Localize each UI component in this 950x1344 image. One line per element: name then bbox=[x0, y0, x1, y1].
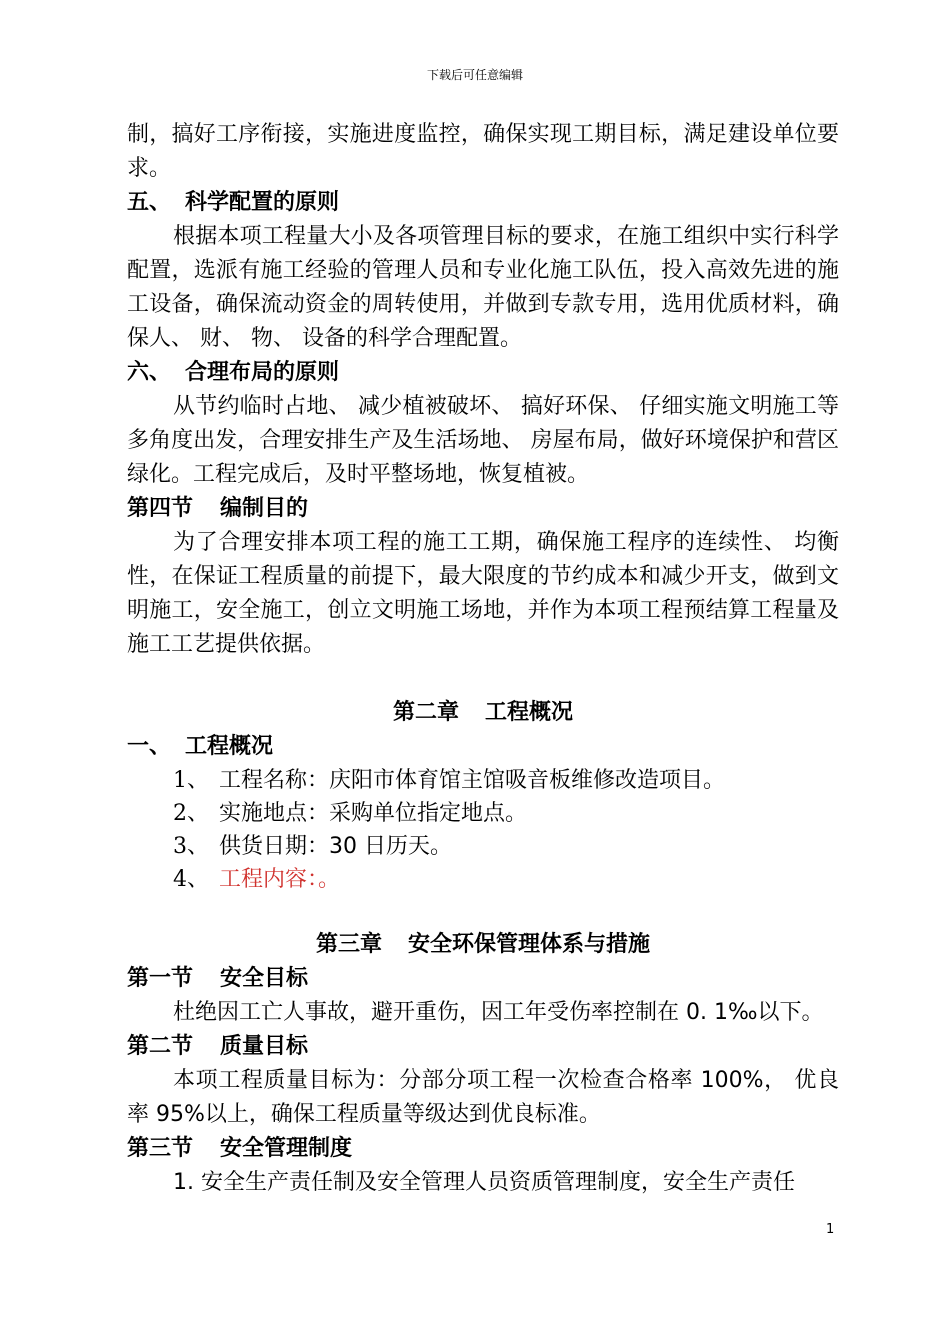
list-item: 1、 工程名称：庆阳市体育馆主馆吸音板维修改造项目。 bbox=[173, 768, 726, 793]
list-item: 3、 供货日期：30 日历天。 bbox=[173, 834, 452, 859]
paragraph: 本项工程质量目标为：分部分项工程一次检查合格率 100%， 优良率 95%以上，确保工程质量等级达到优良标准。 bbox=[127, 1068, 839, 1127]
page-header: 下载后可任意编辑 bbox=[426, 68, 523, 82]
paragraph: 为了合理安排本项工程的施工工期，确保施工程序的连续性、 均衡性，在保证工程质量的前提下，最大限度的节约成本和减少开支，做到文明施工，安全施工，创立文明施工场地，并作为本项工程预结算工程量及施工工艺提供依据。 bbox=[127, 530, 839, 657]
chapter-2-title: 第二章 工程概况 bbox=[392, 700, 574, 725]
paragraph: 从节约临时占地、 减少植被破坏、 搞好环保、 仔细实施文明施工等多角度出发，合理安排生产及生活场地、 房屋布局，做好环境保护和营区绿化。工程完成后，及时平整场地，恢复植被。 bbox=[127, 394, 839, 487]
list-item: 4、 工程内容：。 bbox=[173, 867, 341, 892]
heading-section-1: 第一节 安全目标 bbox=[127, 966, 309, 991]
page-number: 1 bbox=[826, 1222, 835, 1237]
chapter-3-title: 第三章 安全环保管理体系与措施 bbox=[315, 932, 651, 957]
heading-principle-6: 六、 合理布局的原则 bbox=[127, 360, 340, 385]
heading-section-4: 第四节 编制目的 bbox=[127, 496, 309, 521]
paragraph: 根据本项工程量大小及各项管理目标的要求，在施工组织中实行科学配置，选派有施工经验的管理人员和专业化施工队伍，投入高效先进的施工设备，确保流动资金的周转使用，并做到专款专用，选用优质材料，确保人、 财、 物、 设备的科学合理配置。 bbox=[127, 224, 839, 351]
paragraph: 1. 安全生产责任制及安全管理人员资质管理制度，安全生产责任 bbox=[173, 1170, 795, 1195]
paragraph: 制，搞好工序衔接，实施进度监控，确保实现工期目标，满足建设单位要求。 bbox=[127, 122, 839, 181]
highlighted-text: 工程内容：。 bbox=[219, 867, 341, 892]
heading-section-3: 第三节 安全管理制度 bbox=[127, 1136, 353, 1161]
list-item: 2、 实施地点：采购单位指定地点。 bbox=[173, 801, 528, 826]
heading-overview: 一、 工程概况 bbox=[127, 734, 274, 759]
heading-section-2: 第二节 质量目标 bbox=[127, 1034, 309, 1059]
document-body bbox=[127, 118, 839, 1200]
paragraph: 杜绝因工亡人事故，避开重伤，因工年受伤率控制在 0. 1‰以下。 bbox=[173, 1000, 824, 1025]
heading-principle-5: 五、 科学配置的原则 bbox=[127, 190, 340, 215]
